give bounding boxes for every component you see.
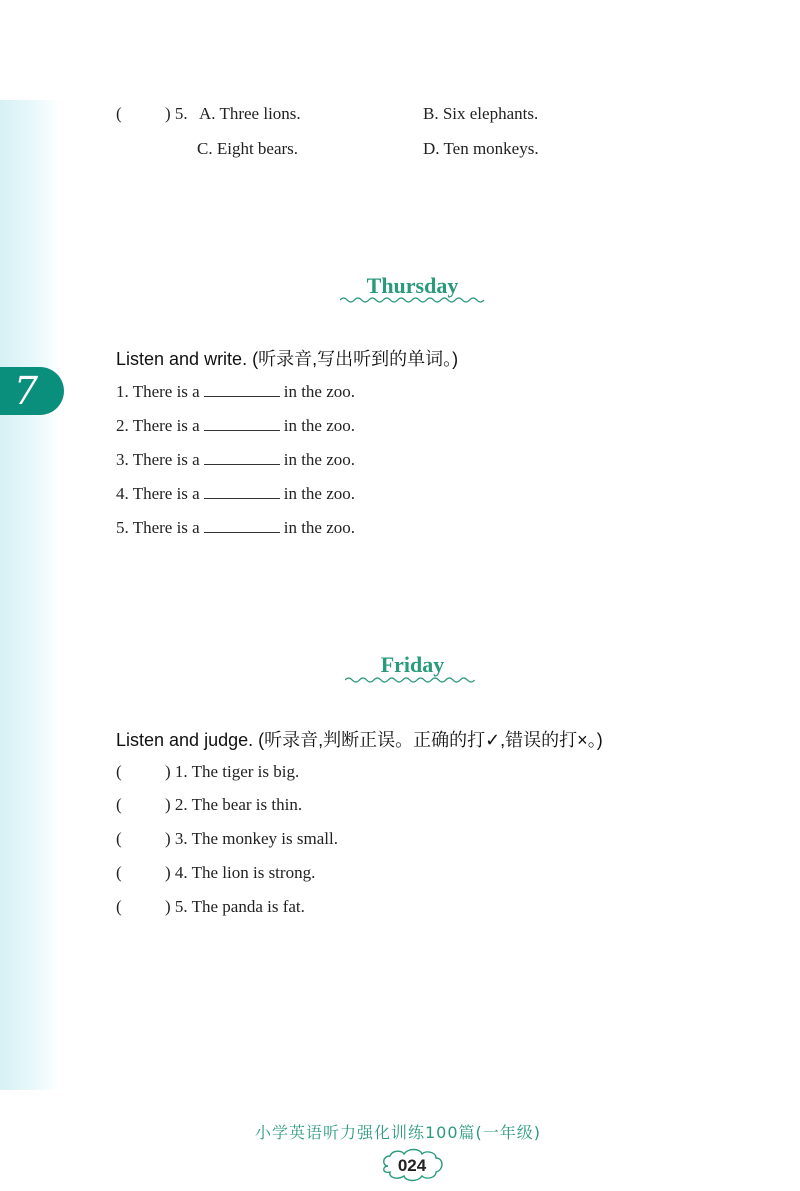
- answer-blank-1[interactable]: [204, 382, 280, 397]
- answer-blank-3[interactable]: [204, 450, 280, 465]
- thursday-instruction: Listen and write. (听录音,写出听到的单词。): [116, 349, 459, 369]
- top-question-open-paren: (: [116, 104, 122, 123]
- unit-tab: [0, 367, 64, 415]
- thursday-title: Thursday: [366, 273, 459, 298]
- judge-item-5: ) 5. The panda is fat.: [165, 897, 305, 916]
- judge-item-1-paren[interactable]: (: [116, 762, 122, 781]
- judge-item-2-paren[interactable]: (: [116, 795, 122, 814]
- page-number: 024: [397, 1156, 427, 1175]
- judge-item-3-paren[interactable]: (: [116, 829, 122, 848]
- answer-blank-4[interactable]: [204, 484, 280, 499]
- option-b: B. Six elephants.: [423, 104, 539, 123]
- judge-item-2: ) 2. The bear is thin.: [165, 795, 303, 814]
- side-band: [0, 100, 60, 1090]
- write-item-2: 2. There is a in the zoo.: [116, 416, 356, 435]
- write-item-3: 3. There is a in the zoo.: [116, 450, 356, 469]
- judge-item-5-paren[interactable]: (: [116, 897, 122, 916]
- thursday-wave-underline: [340, 296, 485, 304]
- judge-item-4: ) 4. The lion is strong.: [165, 863, 316, 882]
- option-a: A. Three lions.: [199, 104, 301, 123]
- write-item-1: 1. There is a in the zoo.: [116, 382, 356, 401]
- judge-item-1: ) 1. The tiger is big.: [165, 762, 300, 781]
- friday-wave-underline: [345, 676, 480, 684]
- option-c: C. Eight bears.: [197, 139, 299, 158]
- answer-blank-5[interactable]: [204, 518, 280, 533]
- unit-number: 7: [13, 369, 39, 413]
- judge-item-3: ) 3. The monkey is small.: [165, 829, 338, 848]
- write-item-5: 5. There is a in the zoo.: [116, 518, 356, 537]
- top-question-number: ) 5.: [165, 104, 188, 123]
- friday-title: Friday: [380, 652, 445, 677]
- option-d: D. Ten monkeys.: [423, 139, 539, 158]
- write-item-4: 4. There is a in the zoo.: [116, 484, 356, 503]
- book-title: 小学英语听力强化训练100篇(一年级): [255, 1123, 542, 1142]
- judge-item-4-paren[interactable]: (: [116, 863, 122, 882]
- answer-blank-2[interactable]: [204, 416, 280, 431]
- friday-instruction: Listen and judge. (听录音,判断正误。正确的打✓,错误的打×。): [116, 730, 603, 750]
